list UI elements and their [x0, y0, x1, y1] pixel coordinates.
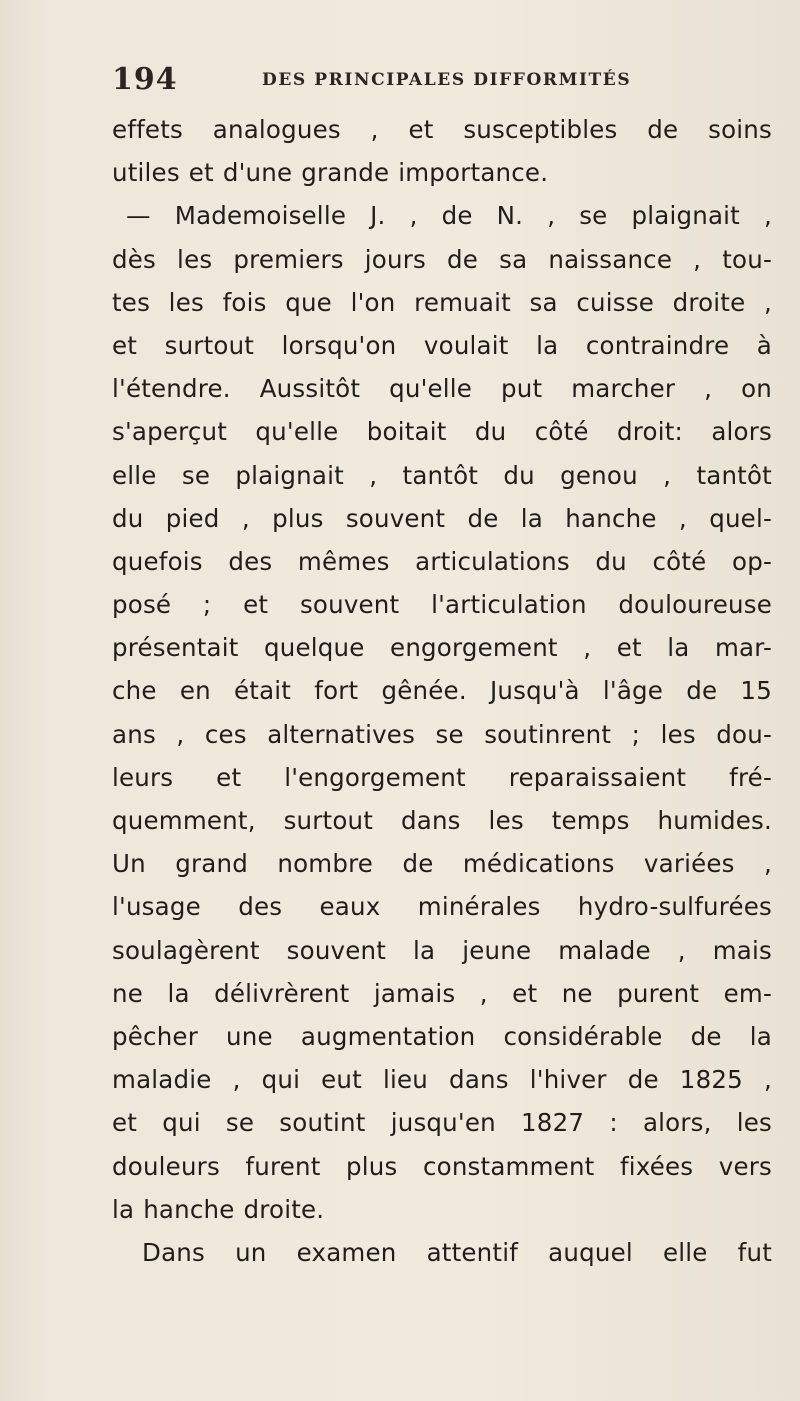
text-line: leurs et l'engorgement reparaissaient fré-: [112, 762, 772, 792]
text-line: douleurs furent plus constamment fixées vers: [112, 1151, 772, 1181]
text-line: la hanche droite.: [112, 1194, 325, 1224]
body-text: [112, 108, 772, 1274]
text-line: tes les fois que l'on remuait sa cuisse droite ,: [112, 287, 772, 317]
text-line: s'aperçut qu'elle boitait du côté droit: alors: [112, 417, 772, 447]
text-line: quemment, surtout dans les temps humides.: [112, 806, 772, 835]
text-line: posé ; et souvent l'articulation douloureuse: [112, 590, 772, 620]
text-line: dès les premiers jours de sa naissance , tou-: [112, 244, 772, 274]
text-line: et qui se soutint jusqu'en 1827 : alors, les: [112, 1108, 772, 1138]
text-line: du pied , plus souvent de la hanche , quel-: [112, 503, 772, 533]
text-line: elle se plaignait , tantôt du genou , tantôt: [112, 460, 772, 490]
text-line: Dans un examen attentif auquel elle fut: [142, 1237, 772, 1267]
text-line: che en était fort gênée. Jusqu'à l'âge de 15: [112, 676, 772, 706]
text-line: quefois des mêmes articulations du côté op-: [112, 546, 772, 576]
text-line: Un grand nombre de médications variées ,: [112, 849, 772, 879]
text-line: ans , ces alternatives se soutinrent ; les dou-: [112, 719, 772, 749]
running-head: [112, 62, 772, 98]
text-line: effets analogues , et susceptibles de soins: [112, 115, 772, 144]
text-line: et surtout lorsqu'on voulait la contraindre à: [112, 330, 772, 360]
text-line: utiles et d'une grande importance.: [112, 158, 549, 188]
text-line: l'usage des eaux minérales hydro-sulfurées: [112, 892, 772, 922]
text-line: ne la délivrèrent jamais , et ne purent em-: [112, 978, 772, 1008]
page-number: 194: [112, 62, 178, 97]
text-line: pêcher une augmentation considérable de la: [112, 1021, 772, 1051]
text-line: maladie , qui eut lieu dans l'hiver de 1825 ,: [112, 1065, 772, 1095]
text-line: — Mademoiselle J. , de N. , se plaignait ,: [126, 201, 772, 231]
text-line: soulagèrent souvent la jeune malade , mais: [112, 935, 772, 965]
text-line: présentait quelque engorgement , et la mar-: [112, 633, 772, 663]
running-head-title: DES PRINCIPALES DIFFORMITÉS: [262, 70, 632, 90]
text-line: l'étendre. Aussitôt qu'elle put marcher , on: [112, 374, 772, 404]
